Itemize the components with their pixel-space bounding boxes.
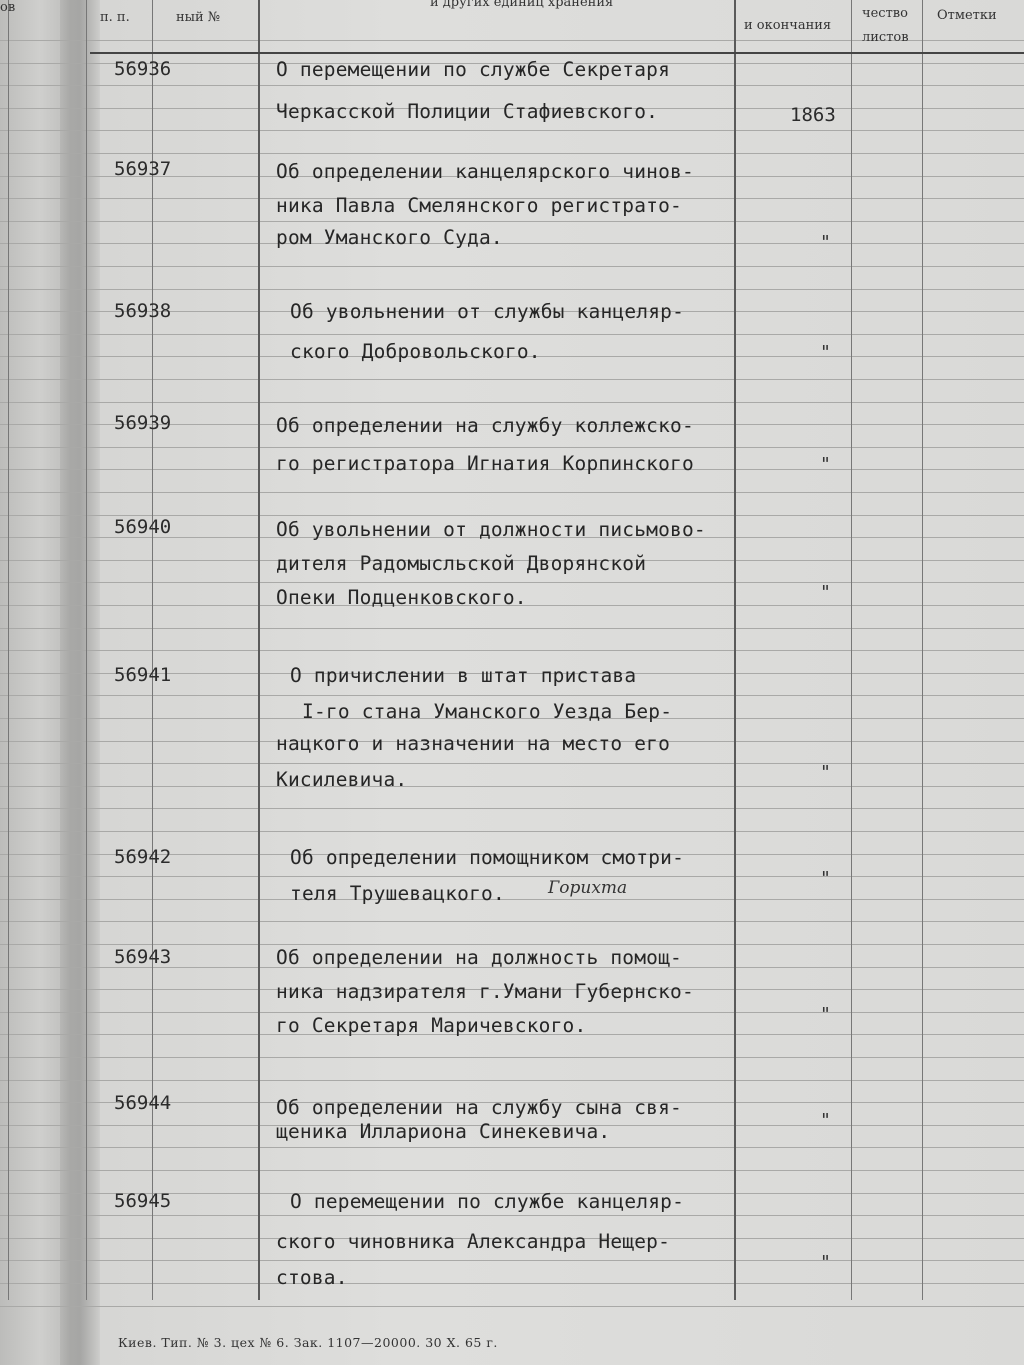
header-col-inv: ный № [176, 10, 221, 25]
ruled-line [0, 492, 1024, 493]
ruled-line [0, 85, 1024, 86]
entry-title-line: нацкого и назначении на место его [276, 732, 671, 755]
entry-title-line: Опеки Подценковского. [276, 586, 527, 609]
entry-date-ditto: " [820, 454, 831, 475]
ruled-line [0, 876, 1024, 877]
ruled-line [0, 289, 1024, 290]
entry-title-line: I-го стана Уманского Уезда Бер- [302, 700, 673, 723]
col-divider-dates [734, 0, 736, 1300]
entry-title-line: О причислении в штат пристава [290, 664, 637, 687]
header-col-title: и других единиц хранения [430, 0, 614, 10]
entry-title-line: ника Павла Смелянского регистрато- [276, 194, 682, 217]
ruled-line [0, 650, 1024, 651]
header-col-dates: и окончания [744, 18, 832, 33]
ruled-line [0, 243, 1024, 244]
entry-title-line: Об увольнении от должности письмово- [276, 518, 706, 541]
entry-number: 56942 [114, 846, 172, 868]
ruled-line [0, 1283, 1024, 1284]
entry-title-line: дителя Радомысльской Дворянской [276, 552, 647, 575]
entry-number: 56938 [114, 300, 172, 322]
ruled-line [0, 831, 1024, 832]
ruled-line [0, 1147, 1024, 1148]
entry-date-ditto: " [820, 868, 831, 889]
ruled-line [0, 628, 1024, 629]
ruled-line [0, 266, 1024, 267]
entry-title-line: Об определении на службу сына свя- [276, 1096, 682, 1119]
entry-title-line: стова. [276, 1266, 348, 1289]
entry-title-line: ского чиновника Александра Нещер- [276, 1230, 671, 1253]
entry-title-line: Кисилевича. [276, 768, 408, 791]
entry-title-line: О перемещении по службе канцеляр- [290, 1190, 685, 1213]
ruled-line [0, 1080, 1024, 1081]
ruled-line [0, 153, 1024, 154]
ruled-line [0, 899, 1024, 900]
entry-title-line: щеника Иллариона Синекевича. [276, 1120, 611, 1143]
ruled-line [0, 221, 1024, 222]
ruled-line [0, 808, 1024, 809]
ruled-line [0, 447, 1024, 448]
handwritten-note: Горихта [548, 878, 628, 898]
entry-number: 56943 [114, 946, 172, 968]
entry-title-line: Об увольнении от службы канцеляр- [290, 300, 685, 323]
ruled-line [0, 130, 1024, 131]
header-col-pp: п. п. [100, 10, 130, 25]
entry-date-ditto: " [820, 342, 831, 363]
entry-title-line: Об определении помощником смотри- [290, 846, 685, 869]
ruled-line [0, 921, 1024, 922]
ruled-line [0, 402, 1024, 403]
header-col-sheets-1: чество [862, 6, 908, 21]
entry-date-year: 1863 [790, 104, 836, 126]
ruled-line [0, 763, 1024, 764]
entry-date-ditto: " [820, 582, 831, 603]
header-col-sheets-2: листов [862, 30, 909, 45]
entry-number: 56936 [114, 58, 172, 80]
entry-date-ditto: " [820, 762, 831, 783]
entry-title-line: теля Трушевацкого. [290, 882, 505, 905]
entry-date-ditto: " [820, 1004, 831, 1025]
entry-title-line: го регистратора Игнатия Корпинского [276, 452, 694, 475]
ruled-line [0, 1057, 1024, 1058]
entry-title-line: О перемещении по службе Секретаря [276, 58, 671, 81]
book-gutter [60, 0, 100, 1365]
entry-title-line: Об определении на службу коллежско- [276, 414, 694, 437]
ruled-line [0, 334, 1024, 335]
entry-number: 56945 [114, 1190, 172, 1212]
header-col-left: ов [0, 0, 16, 15]
entry-number: 56944 [114, 1092, 172, 1114]
entry-date-ditto: " [820, 1252, 831, 1273]
col-divider-title [258, 0, 260, 1300]
entry-number: 56941 [114, 664, 172, 686]
ruled-line [0, 582, 1024, 583]
header-rule [90, 52, 1024, 54]
ruled-line [0, 1170, 1024, 1171]
ruled-line [0, 1306, 1024, 1307]
entry-number: 56939 [114, 412, 172, 434]
col-divider-notes [922, 0, 923, 1300]
ruled-line [0, 1260, 1024, 1261]
ruled-line [0, 944, 1024, 945]
entry-title-line: Черкасской Полиции Стафиевского. [276, 100, 659, 123]
col-divider-left [8, 0, 9, 1300]
entry-title-line: Об определении канцелярского чинов- [276, 160, 694, 183]
entry-title-line: ром Уманского Суда. [276, 226, 503, 249]
ruled-line [0, 379, 1024, 380]
entry-number: 56940 [114, 516, 172, 538]
ruled-line [0, 786, 1024, 787]
ruled-line [0, 1215, 1024, 1216]
print-footer: Киев. Тип. № 3. цех № 6. Зак. 1107—20000. 30 X. 65 г. [118, 1335, 498, 1350]
col-divider-sheets [851, 0, 852, 1300]
header-col-notes: Отметки [937, 8, 997, 23]
col-divider-pp [86, 0, 87, 1300]
entry-title-line: ского Добровольского. [290, 340, 541, 363]
entry-date-ditto: " [820, 232, 831, 253]
ruled-line [0, 695, 1024, 696]
entry-number: 56937 [114, 158, 172, 180]
entry-title-line: ника надзирателя г.Умани Губернско- [276, 980, 694, 1003]
entry-title-line: го Секретаря Маричевского. [276, 1014, 587, 1037]
entry-date-ditto: " [820, 1110, 831, 1131]
ruled-line [0, 1012, 1024, 1013]
entry-title-line: Об определении на должность помощ- [276, 946, 682, 969]
